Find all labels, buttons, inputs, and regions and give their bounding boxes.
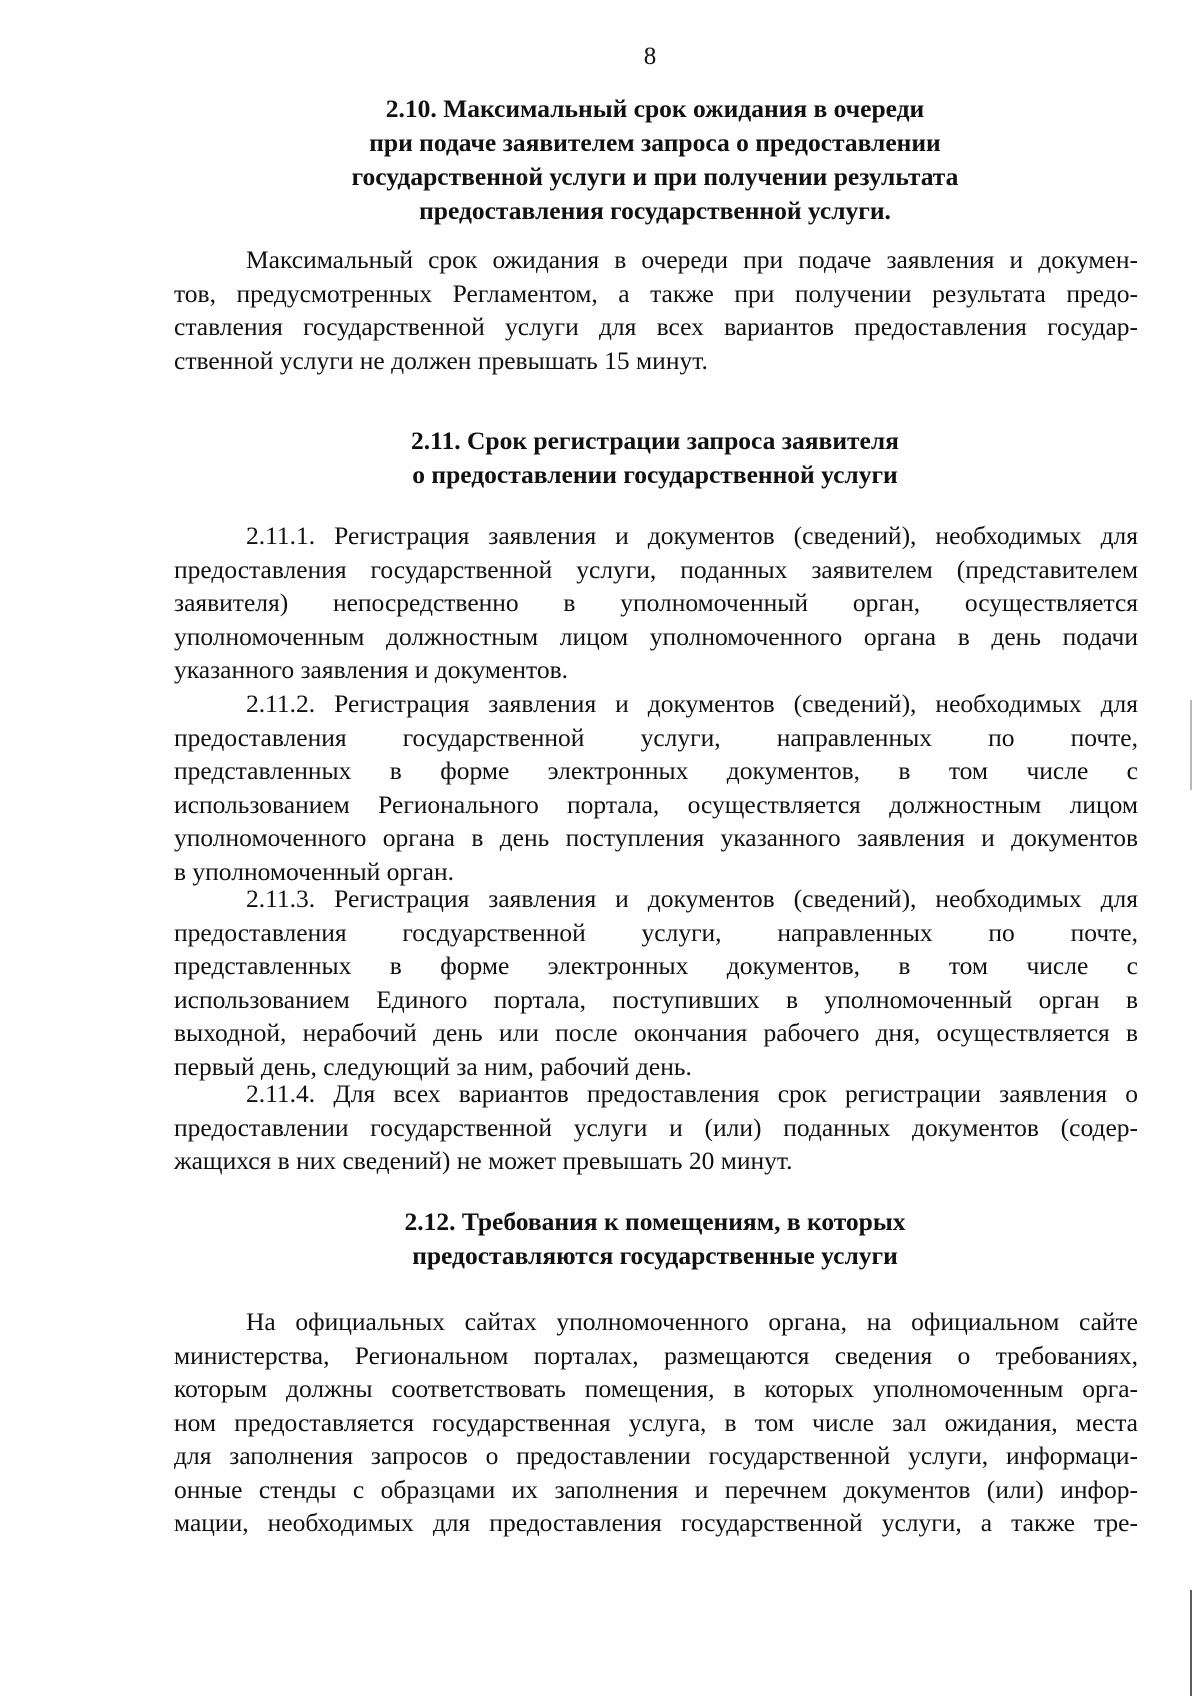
paragraph-line: министерства, Региональном порталах, размещаются сведения о требованиях, [174, 1340, 1138, 1370]
paragraph-line: уполномоченного органа в день поступления указанного заявления и документов [174, 823, 1138, 852]
heading-line: государственной услуги и при получении результата [351, 162, 959, 191]
paragraph-line: ставления государственной услуги для всех вариантов предоставления государ- [174, 312, 1138, 341]
paragraph-2-11-4 [174, 1077, 1138, 1178]
paragraph-line: онные стенды с образцами их заполнения и перечнем документов (или) инфор- [174, 1474, 1138, 1504]
paragraph-line: использованием Единого портала, поступивших в уполномоченный орган в [174, 984, 1138, 1014]
paragraph-line: представленных в форме электронных документов, в том числе с [174, 951, 1138, 980]
paragraph-line: заявителя) непосредственно в уполномоченный орган, осуществляется [174, 588, 1138, 617]
section-2-10-heading [175, 92, 1135, 228]
paragraph-2-11-2 [174, 687, 1138, 888]
paragraph-line: 2.11.1. Регистрация заявления и документов (сведений), необходимых для [246, 521, 1138, 550]
paragraph-line: предоставлении государственной услуги и (или) поданных документов (содер- [174, 1112, 1138, 1142]
paragraph-line: которым должны соответствовать помещения, в которых уполномоченным орга- [174, 1374, 1138, 1403]
heading-line: 2.10. Максимальный срок ожидания в очереди [385, 94, 925, 123]
heading-line: предоставляются государственные услуги [412, 1241, 898, 1270]
paragraph-line: указанного заявления и документов. [174, 655, 568, 684]
section-2-12-paragraph [174, 1305, 1138, 1540]
paragraph-line: предоставления государственной услуги, направленных по почте, [174, 722, 1138, 752]
paragraph-line: предоставления государственной услуги, поданных заявителем (представителем [174, 554, 1138, 584]
section-2-11-heading [175, 424, 1135, 492]
paragraph-line: представленных в форме электронных документов, в том числе с [174, 756, 1138, 785]
paragraph-line: выходной, нерабочий день или после окончания рабочего дня, осуществляется в [174, 1018, 1138, 1047]
paragraph-line: первый день, следующий за ним, рабочий день. [174, 1051, 692, 1081]
paragraph-line: для заполнения запросов о предоставлении государственной услуги, информаци- [174, 1441, 1138, 1470]
paragraph-line: 2.11.2. Регистрация заявления и документов (сведений), необходимых для [246, 689, 1138, 718]
paragraph-line: жащихся в них сведений) не может превышать 20 минут. [174, 1146, 793, 1175]
paragraph-line: тов, предусмотренных Регламентом, а также при получении результата предо- [174, 278, 1138, 308]
paragraph-line: предоставления госдуарственной услуги, направленных по почте, [174, 917, 1138, 947]
paragraph-line: 2.11.3. Регистрация заявления и документов (сведений), необходимых для [246, 884, 1138, 913]
paragraph-line: ственной услуги не должен превышать 15 минут. [174, 345, 708, 375]
heading-line: о предоставлении государственной услуги [412, 460, 898, 489]
paragraph-2-11-3 [174, 882, 1138, 1083]
section-2-12-heading [175, 1205, 1135, 1273]
heading-line: при подаче заявителем запроса о предоставлении [369, 128, 941, 157]
paragraph-line: в уполномоченный орган. [174, 856, 454, 886]
paragraph-line: Максимальный срок ожидания в очереди при подаче заявления и докумен- [246, 245, 1138, 274]
paragraph-line: 2.11.4. Для всех вариантов предоставления срок регистрации заявления о [246, 1079, 1138, 1108]
heading-line: 2.12. Требования к помещениям, в которых [404, 1207, 906, 1236]
scan-edge-mark [1190, 700, 1192, 790]
paragraph-line: уполномоченным должностным лицом уполномоченного органа в день подачи [174, 621, 1138, 651]
paragraph-line: На официальных сайтах уполномоченного органа, на официальном сайте [246, 1307, 1138, 1336]
section-2-10-paragraph [174, 243, 1138, 377]
paragraph-line: мации, необходимых для предоставления государственной услуги, а также тре- [174, 1508, 1138, 1537]
heading-line: 2.11. Срок регистрации запроса заявителя [411, 426, 899, 455]
scan-edge-mark [1190, 1590, 1192, 1696]
heading-line: предоставления государственной услуги. [419, 196, 891, 225]
paragraph-line: ном предоставляется государственная услуга, в том числе зал ожидания, места [174, 1407, 1138, 1437]
paragraph-2-11-1 [174, 519, 1138, 687]
paragraph-line: использованием Регионального портала, осуществляется должностным лицом [174, 789, 1138, 819]
page-number: 8 [643, 43, 657, 70]
